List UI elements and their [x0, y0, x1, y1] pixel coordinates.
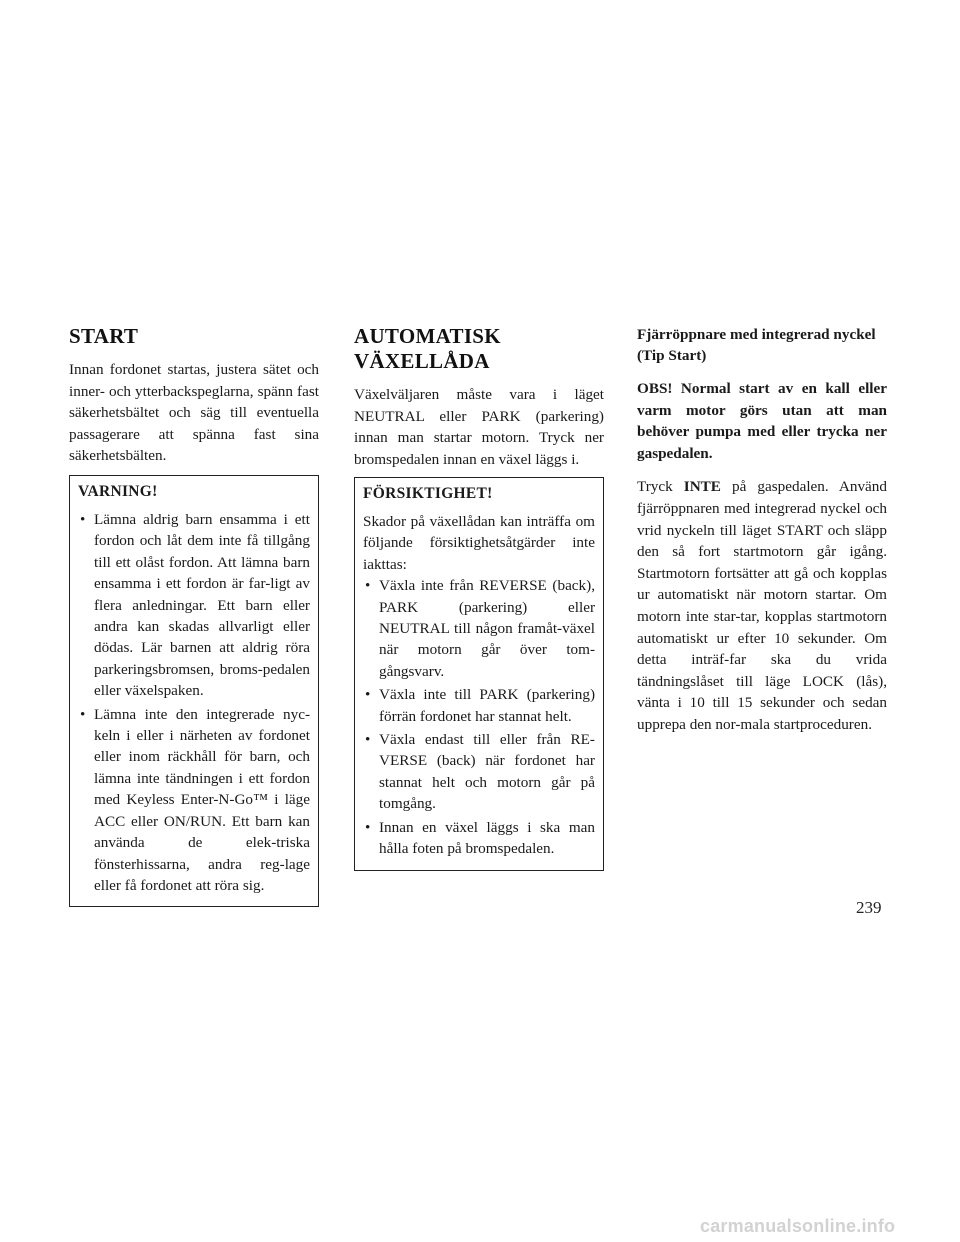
column-start: [69, 324, 319, 467]
warning-item-text: Lämna inte den integrerade nyc-keln i eller i närheten av fordonet eller inom räckhåll för barn, och lämna inte tändningen i ett fordon med Keyless Enter-N-Go™ i läge ACC eller ON/RUN. Ett barn kan använda de elek-triska fönsterhissarna, andra reg-lage eller få fordonet att röra sig.: [94, 705, 310, 894]
caution-item-text: Växla inte från REVERSE (back), PARK (parkering) eller NEUTRAL till någon framåt-växel när motorn går över tom-gångsvarv.: [379, 577, 595, 680]
caution-item: [363, 817, 595, 860]
heading-line-1: AUTOMATISK: [354, 324, 501, 348]
caution-item: [363, 684, 595, 727]
warning-item: [78, 704, 310, 897]
remote-body-prefix: Tryck: [637, 478, 684, 496]
page-number: 239: [856, 898, 882, 917]
section-heading-automatic: [354, 324, 604, 374]
column-automatic: [354, 324, 604, 470]
automatic-paragraph: Växelväljaren måste vara i läget NEUTRAL eller PARK (parkering) innan man startar motorn. Tryck ner bromspedalen innan en växel läggs i.: [354, 386, 604, 468]
heading-line-2: VÄXELLÅDA: [354, 349, 490, 373]
caution-title: FÖRSIKTIGHET!: [363, 485, 493, 502]
column-remote: [637, 324, 887, 736]
bullet-icon: •: [80, 511, 86, 528]
caution-item: [363, 729, 595, 815]
section-heading-start: START: [69, 324, 139, 348]
remote-paragraph: [637, 476, 887, 735]
warning-title: VARNING!: [78, 483, 158, 500]
warning-list: [78, 509, 310, 896]
caution-list: [363, 575, 595, 859]
caution-item: [363, 575, 595, 682]
start-paragraph: Innan fordonet startas, justera sätet och inner- och ytterbackspeglarna, spänn fast säkerhetsbältet och säg till eventuella passagerare att spänna fast sina säkerhetsbälten.: [69, 361, 319, 465]
remote-body-bold: INTE: [683, 478, 721, 496]
bullet-icon: •: [80, 705, 86, 723]
warning-item: [78, 509, 310, 702]
watermark: carmanualsonline.info: [700, 1216, 896, 1236]
remote-subheading: Fjärröppnare med integrerad nyckel (Tip Start): [637, 326, 876, 364]
bullet-icon: •: [365, 731, 371, 749]
caution-item-text: Växla inte till PARK (parkering) förrän fordonet har stannat helt.: [379, 686, 595, 725]
remote-note: OBS! Normal start av en kall eller varm motor görs utan att man behöver pumpa med eller trycka ner gaspedalen.: [637, 380, 887, 462]
caution-intro: Skador på växellådan kan inträffa om följande försiktighetsåtgärder inte iakttas:: [363, 513, 595, 573]
caution-item-text: Innan en växel läggs i ska man hålla foten på bromspedalen.: [379, 818, 595, 858]
bullet-icon: •: [365, 818, 371, 836]
bullet-icon: •: [365, 577, 371, 595]
bullet-icon: •: [365, 686, 371, 704]
warning-item-text: Lämna aldrig barn ensamma i ett fordon och låt dem inte få tillgång till ett olåst fordon. Att lämna barn ensamma i ett fordon är far-ligt av flera anledningar. Ett barn eller andra kan skadas allvarligt eller dödas. Lär barnen att aldrig röra parkeringsbromsen, broms-pedalen eller växelspaken.: [94, 511, 310, 700]
remote-body-rest: på gaspedalen. Använd fjärröppnaren med integrerad nyckel och vrid nyckeln till läget START och släpp den så fort startmotorn går igång. Startmotorn fortsätter att gå och kopplas ur automatiskt när motorn startar. Om motorn inte star-tar, kopplas startmotorn automatiskt ur efter 10 sekunder. Om detta inträf-far ska du vrida tändningslåset till läge LOCK (lås), vänta i 10 till 15 sekunder och sedan upprepa den nor-mala startproceduren.: [637, 478, 887, 733]
caution-item-text: Växla endast till eller från RE-VERSE (back) när fordonet har stannat helt och motorn går på tomgång.: [379, 731, 595, 813]
caution-box: [354, 477, 604, 871]
warning-box: [69, 475, 319, 907]
